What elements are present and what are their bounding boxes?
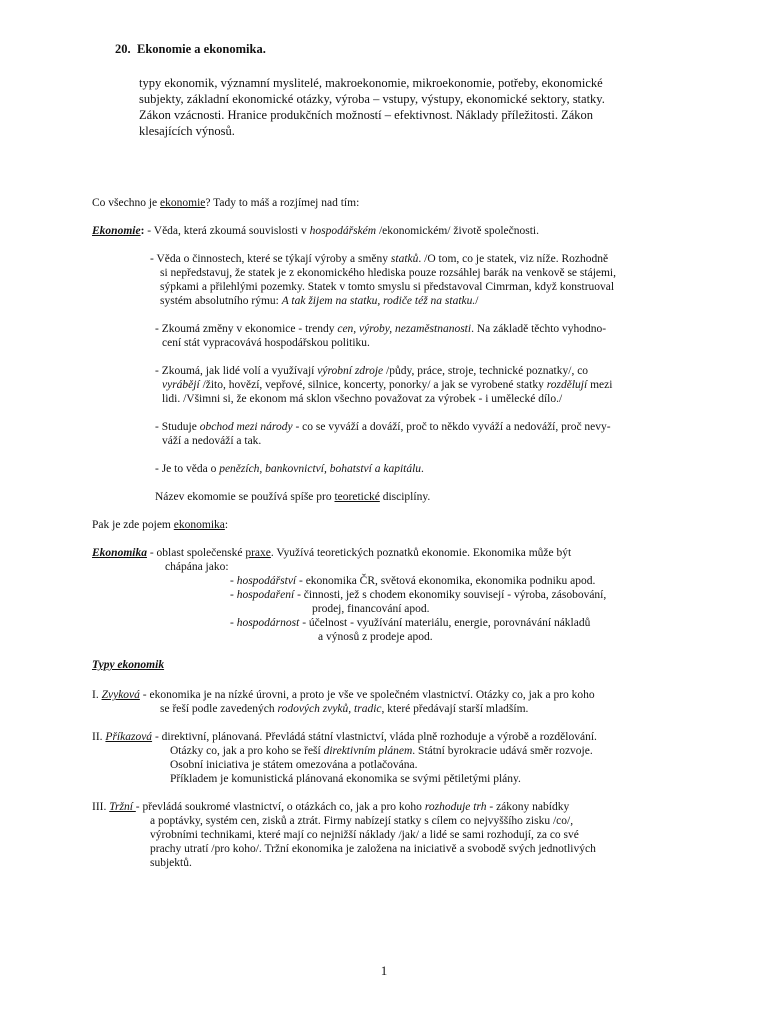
- bullet-line: - Věda o činnostech, které se týkají výroby a směny statků. /O tom, co je statek, viz níže. Rozhodně: [150, 253, 609, 265]
- bullet-line: váží a nedováží a tak.: [162, 435, 262, 447]
- bullet-line: lidi. /Všimni si, že ekonom má sklon všechno považovat za výrobek - i umělecké dílo./: [162, 393, 563, 405]
- ekonomie-link: ekonomie: [160, 197, 206, 209]
- type-line: výrobními technikami, které mají co nejnižší náklady /jak/ a lidé se sami rozhodují, za co své: [150, 829, 579, 841]
- topics-paragraph: [139, 75, 684, 139]
- bullet-line: sýpkami a přilehlými pozemky. Statek v tomto smyslu si představoval Cimrman, když konstruoval: [160, 281, 615, 293]
- topics-line: subjekty, základní ekonomické otázky, výroba – vstupy, výstupy, ekonomické sektory, statky.: [139, 92, 605, 106]
- type-line: Osobní iniciativa je státem omezována a potlačována.: [170, 759, 418, 771]
- type-line: Příkladem je komunistická plánovaná ekonomika se svými pětiletými plány.: [170, 773, 521, 785]
- type-line: prachy utratí /pro koho/. Tržní ekonomika je založena na iniciativě a svobodě svých jednotlivých: [150, 843, 596, 855]
- nazev-line: Název ekomomie se používá spíše pro teoretické disciplíny.: [155, 491, 431, 503]
- ekonomika-line: a výnosů z prodeje apod.: [318, 631, 433, 643]
- pak-line: Pak je zde pojem ekonomika:: [92, 519, 229, 531]
- topics-line: typy ekonomik, významní myslitelé, makroekonomie, mikroekonomie, potřeby, ekonomické: [139, 76, 603, 90]
- bullet-line: - Zkoumá změny v ekonomice - trendy cen, výroby, nezaměstnanosti. Na základě těchto vyhodno-: [155, 323, 607, 335]
- teoreticke-link: teoretické: [334, 491, 380, 503]
- ekonomie-term: Ekonomie: [92, 225, 141, 237]
- type-line: a poptávky, systém cen, zisků a ztrát. Firmy nabízejí statky s cílem co nejvyššího zisku /co/,: [150, 815, 574, 827]
- ekonomika-line: chápána jako:: [165, 561, 229, 573]
- praxe-link: praxe: [245, 547, 271, 559]
- type-line: II. Příkazová - direktivní, plánovaná. Převládá státní vlastnictví, vláda plně rozhoduje a výrobě a rozdělování.: [92, 731, 597, 743]
- ekonomika-sense: - hospodaření - činnosti, jež s chodem ekonomiky souvisejí - výroba, zásobování,: [230, 589, 607, 601]
- bullet-line: cení stát vypracovává hospodářskou politiku.: [162, 337, 370, 349]
- topics-line: Zákon vzácnosti. Hranice produkčních možností – efektivnost. Náklady příležitosti. Zákon: [139, 108, 594, 122]
- bullet-line: si nepředstavuj, že statek je z ekonomického hlediska pouze rozsáhlej barák na venkově se stájemi,: [160, 267, 617, 279]
- type-name: Tržní: [109, 801, 136, 813]
- type-line: se řeší podle zavedených rodových zvyků, tradic, které předávají starší mladším.: [160, 703, 529, 715]
- type-line: Otázky co, jak a pro koho se řeší direktivním plánem. Státní byrokracie udává směr rozvoje.: [170, 745, 593, 757]
- ekonomika-definition: Ekonomika - oblast společenské praxe. Využívá teoretických poznatků ekonomie. Ekonomika může být: [92, 547, 572, 559]
- ekonomika-line: prodej, financování apod.: [312, 603, 430, 615]
- type-name: Zvyková: [101, 689, 140, 701]
- ekonomika-link: ekonomika: [173, 519, 225, 531]
- section-number: 20.: [115, 42, 131, 56]
- section-heading: [115, 42, 266, 57]
- section-title: Ekonomie a ekonomika.: [137, 42, 266, 56]
- ekonomika-sense: - hospodářství - ekonomika ČR, světová ekonomika, ekonomika podniku apod.: [230, 575, 596, 587]
- ekonomika-term: Ekonomika: [92, 547, 147, 559]
- typy-heading: Typy ekonomik: [92, 659, 165, 671]
- ekonomie-definition: Ekonomie: - Věda, která zkoumá souvislosti v hospodářském /ekonomickém/ životě společnosti.: [92, 225, 539, 237]
- topics-line: klesajících výnosů.: [139, 124, 235, 138]
- type-line: III. Tržní - převládá soukromé vlastnictví, o otázkách co, jak a pro koho rozhoduje trh - zákony nabídky: [92, 801, 570, 813]
- intro-line: Co všechno je ekonomie? Tady to máš a rozjímej nad tím:: [92, 197, 360, 209]
- type-line: subjektů.: [150, 857, 192, 869]
- bullet-line: - Je to věda o penězích, bankovnictví, bohatství a kapitálu.: [155, 463, 424, 475]
- bullet-line: vyrábějí /žito, hovězí, vepřové, silnice, koncerty, ponorky/ a jak se vyrobené statky rozdělují mezi: [162, 379, 613, 391]
- bullet-line: systém absolutního rýmu: A tak žijem na statku, rodiče též na statku./: [160, 295, 479, 307]
- bullet-line: - Zkoumá, jak lidé volí a využívají výrobní zdroje /půdy, práce, stroje, technické poznatky/, co: [155, 365, 589, 377]
- type-line: I. Zvyková - ekonomika je na nízké úrovni, a proto je vše ve společném vlastnictví. Otázky co, jak a pro koho: [92, 689, 595, 701]
- ekonomika-sense: - hospodárnost - účelnost - využívání materiálu, energie, porovnávání nákladů: [230, 617, 591, 629]
- bullet-line: - Studuje obchod mezi národy - co se vyváží a dováží, proč to někdo vyváží a nedováží, proč nevy-: [155, 421, 611, 433]
- type-name: Příkazová: [105, 731, 153, 743]
- page-number: 1: [380, 963, 388, 978]
